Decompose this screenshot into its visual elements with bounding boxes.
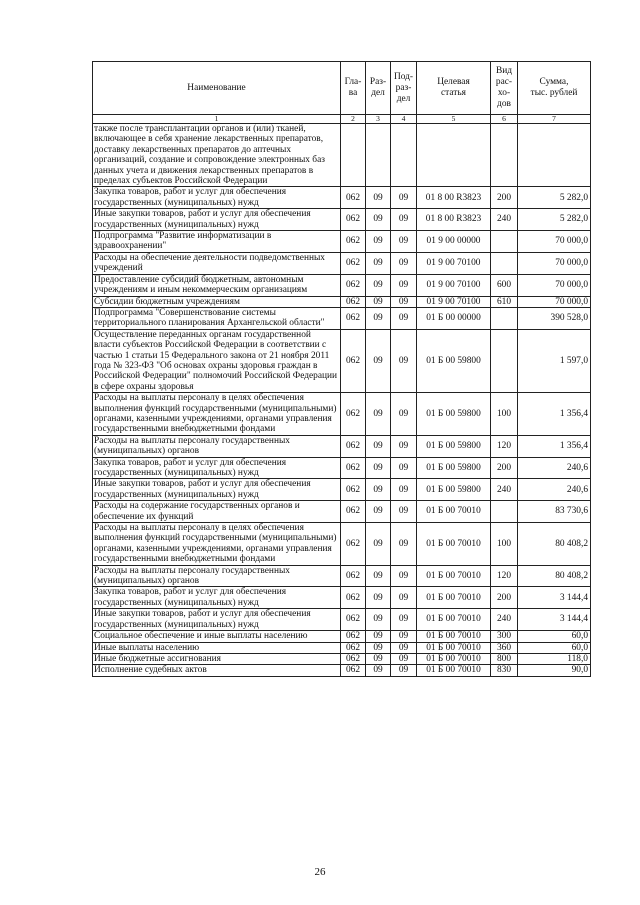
cell-name: Иные бюджетные ассигнования — [93, 653, 341, 664]
cell-razdel — [366, 124, 391, 187]
cell-razdel: 09 — [366, 501, 391, 523]
cell-podrazdel: 09 — [391, 187, 417, 209]
cell-podrazdel: 09 — [391, 587, 417, 609]
cell-summa: 70 000,0 — [518, 252, 591, 274]
table-row — [93, 187, 591, 209]
cell-glava: 062 — [341, 642, 366, 653]
cell-podrazdel: 09 — [391, 329, 417, 392]
cell-glava: 062 — [341, 523, 366, 566]
cell-podrazdel: 09 — [391, 565, 417, 587]
cell-vid — [491, 307, 518, 329]
cell-podrazdel: 09 — [391, 209, 417, 231]
table-row — [93, 124, 591, 187]
table-row — [93, 435, 591, 457]
cell-summa: 1 356,4 — [518, 435, 591, 457]
cell-statya: 01 9 00 70100 — [417, 252, 491, 274]
cell-razdel: 09 — [366, 329, 391, 392]
cell-glava: 062 — [341, 274, 366, 296]
cell-summa — [518, 124, 591, 187]
table-row — [93, 252, 591, 274]
cell-razdel: 09 — [366, 565, 391, 587]
cell-statya: 01 9 00 70100 — [417, 296, 491, 307]
cell-summa: 5 282,0 — [518, 209, 591, 231]
cell-podrazdel: 09 — [391, 501, 417, 523]
cell-vid — [491, 231, 518, 253]
cell-name: Исполнение судебных актов — [93, 665, 341, 676]
cell-razdel: 09 — [366, 296, 391, 307]
cell-razdel: 09 — [366, 231, 391, 253]
cell-vid: 100 — [491, 393, 518, 436]
cell-statya: 01 Б 00 70010 — [417, 523, 491, 566]
column-number: 4 — [391, 115, 417, 124]
cell-glava: 062 — [341, 329, 366, 392]
cell-summa: 70 000,0 — [518, 231, 591, 253]
cell-name: Иные закупки товаров, работ и услуг для обеспечения государственных (муниципальных) нужд — [93, 609, 341, 631]
cell-statya — [417, 124, 491, 187]
table-row — [93, 231, 591, 253]
cell-razdel: 09 — [366, 393, 391, 436]
cell-name: Расходы на обеспечение деятельности подведомственных учреждений — [93, 252, 341, 274]
cell-statya: 01 8 00 R3823 — [417, 187, 491, 209]
cell-summa: 83 730,6 — [518, 501, 591, 523]
cell-razdel: 09 — [366, 274, 391, 296]
cell-summa: 1 597,0 — [518, 329, 591, 392]
cell-glava: 062 — [341, 665, 366, 676]
cell-glava: 062 — [341, 631, 366, 642]
cell-vid: 240 — [491, 609, 518, 631]
cell-vid: 610 — [491, 296, 518, 307]
cell-podrazdel: 09 — [391, 393, 417, 436]
cell-glava: 062 — [341, 587, 366, 609]
header-summa: Сумма, тыс. рублей — [518, 62, 591, 115]
cell-razdel: 09 — [366, 209, 391, 231]
cell-vid: 800 — [491, 653, 518, 664]
table-row — [93, 631, 591, 642]
cell-statya: 01 9 00 00000 — [417, 231, 491, 253]
table-row — [93, 523, 591, 566]
cell-vid: 200 — [491, 457, 518, 479]
cell-vid — [491, 252, 518, 274]
column-number: 6 — [491, 115, 518, 124]
cell-summa: 80 408,2 — [518, 523, 591, 566]
cell-name: Субсидии бюджетным учреждениям — [93, 296, 341, 307]
cell-razdel: 09 — [366, 642, 391, 653]
cell-glava: 062 — [341, 565, 366, 587]
cell-glava — [341, 124, 366, 187]
cell-vid: 830 — [491, 665, 518, 676]
cell-summa: 70 000,0 — [518, 274, 591, 296]
cell-vid: 240 — [491, 209, 518, 231]
cell-name: Иные выплаты населению — [93, 642, 341, 653]
table-row — [93, 274, 591, 296]
table-row — [93, 329, 591, 392]
cell-podrazdel: 09 — [391, 296, 417, 307]
cell-vid: 100 — [491, 523, 518, 566]
cell-statya: 01 Б 00 59800 — [417, 457, 491, 479]
cell-podrazdel: 09 — [391, 631, 417, 642]
cell-name: Предоставление субсидий бюджетным, автономным учреждениям и иным некоммерческим организациям — [93, 274, 341, 296]
cell-vid: 360 — [491, 642, 518, 653]
cell-summa: 3 144,4 — [518, 609, 591, 631]
cell-glava: 062 — [341, 252, 366, 274]
cell-name: Подпрограмма "Развитие информатизации в здравоохранении" — [93, 231, 341, 253]
cell-statya: 01 Б 00 59800 — [417, 479, 491, 501]
column-number: 3 — [366, 115, 391, 124]
table-row — [93, 209, 591, 231]
cell-statya: 01 Б 00 70010 — [417, 665, 491, 676]
cell-vid: 120 — [491, 565, 518, 587]
cell-podrazdel: 09 — [391, 523, 417, 566]
table-row — [93, 642, 591, 653]
cell-statya: 01 9 00 70100 — [417, 274, 491, 296]
cell-razdel: 09 — [366, 435, 391, 457]
cell-name: Подпрограмма "Совершенствование системы территориального планирования Архангельской области" — [93, 307, 341, 329]
cell-razdel: 09 — [366, 665, 391, 676]
table-row — [93, 653, 591, 664]
table-row — [93, 501, 591, 523]
cell-razdel: 09 — [366, 307, 391, 329]
cell-statya: 01 Б 00 70010 — [417, 609, 491, 631]
cell-summa: 60,0 — [518, 631, 591, 642]
cell-name: Расходы на выплаты персоналу в целях обеспечения выполнения функций государственными (муниципальными) органами, казенными учреждениями, органами управления государственными внебюджетными фондами — [93, 393, 341, 436]
cell-podrazdel: 09 — [391, 307, 417, 329]
cell-glava: 062 — [341, 231, 366, 253]
cell-name: Осуществление переданных органам государственной власти субъектов Российской Федерации в соответствии с частью 1 статьи 15 Федерального закона от 21 ноября 2011 года № 323-ФЗ "Об основах охраны здоровья граждан в Российской Федерации" полномочий Российской Федерации в сфере охраны здоровья — [93, 329, 341, 392]
cell-summa: 1 356,4 — [518, 393, 591, 436]
cell-podrazdel: 09 — [391, 665, 417, 676]
cell-vid: 200 — [491, 187, 518, 209]
cell-name: Социальное обеспечение и иные выплаты населению — [93, 631, 341, 642]
cell-statya: 01 Б 00 59800 — [417, 435, 491, 457]
cell-name: Закупка товаров, работ и услуг для обеспечения государственных (муниципальных) нужд — [93, 187, 341, 209]
cell-statya: 01 8 00 R3823 — [417, 209, 491, 231]
cell-name: Расходы на выплаты персоналу государственных (муниципальных) органов — [93, 565, 341, 587]
table-row — [93, 609, 591, 631]
cell-podrazdel: 09 — [391, 642, 417, 653]
cell-razdel: 09 — [366, 479, 391, 501]
cell-name: Расходы на содержание государственных органов и обеспечение их функций — [93, 501, 341, 523]
cell-glava: 062 — [341, 457, 366, 479]
table-row — [93, 457, 591, 479]
cell-razdel: 09 — [366, 631, 391, 642]
column-number: 7 — [518, 115, 591, 124]
table-row — [93, 393, 591, 436]
cell-statya: 01 Б 00 70010 — [417, 642, 491, 653]
cell-razdel: 09 — [366, 609, 391, 631]
cell-podrazdel: 09 — [391, 252, 417, 274]
column-number: 1 — [93, 115, 341, 124]
cell-podrazdel: 09 — [391, 609, 417, 631]
cell-vid: 200 — [491, 587, 518, 609]
cell-vid: 600 — [491, 274, 518, 296]
cell-summa: 5 282,0 — [518, 187, 591, 209]
cell-summa: 3 144,4 — [518, 587, 591, 609]
cell-vid: 120 — [491, 435, 518, 457]
page-number: 26 — [314, 866, 326, 878]
cell-name: Расходы на выплаты персоналу в целях обеспечения выполнения функций государственными (муниципальными) органами, казенными учреждениями, органами управления государственными внебюджетными фондами — [93, 523, 341, 566]
header-podrazdel: Под- раз- дел — [391, 62, 417, 115]
cell-name: также после трансплантации органов и (или) тканей, включающее в себя хранение лекарственных препаратов, доставку лекарственных препаратов до аптечных организаций, создание и сопровождение электронных баз данных учета и движения лекарственных препаратов в пределах субъектов Российской Федерации — [93, 124, 341, 187]
cell-glava: 062 — [341, 653, 366, 664]
column-number: 2 — [341, 115, 366, 124]
table-row — [93, 665, 591, 676]
cell-podrazdel: 09 — [391, 479, 417, 501]
cell-glava: 062 — [341, 187, 366, 209]
cell-podrazdel: 09 — [391, 653, 417, 664]
table-row — [93, 307, 591, 329]
header-name: Наименование — [93, 62, 341, 115]
cell-glava: 062 — [341, 209, 366, 231]
table-row — [93, 587, 591, 609]
header-statya: Целевая статья — [417, 62, 491, 115]
column-numbers-row — [93, 115, 591, 124]
cell-summa: 240,6 — [518, 479, 591, 501]
cell-podrazdel: 09 — [391, 435, 417, 457]
cell-glava: 062 — [341, 307, 366, 329]
cell-summa: 60,0 — [518, 642, 591, 653]
cell-razdel: 09 — [366, 252, 391, 274]
cell-name: Иные закупки товаров, работ и услуг для обеспечения государственных (муниципальных) нужд — [93, 479, 341, 501]
cell-statya: 01 Б 00 00000 — [417, 307, 491, 329]
cell-name: Закупка товаров, работ и услуг для обеспечения государственных (муниципальных) нужд — [93, 587, 341, 609]
budget-table — [92, 61, 591, 677]
header-razdel: Раз- дел — [366, 62, 391, 115]
cell-glava: 062 — [341, 435, 366, 457]
cell-name: Иные закупки товаров, работ и услуг для обеспечения государственных (муниципальных) нужд — [93, 209, 341, 231]
cell-summa: 240,6 — [518, 457, 591, 479]
cell-summa: 118,0 — [518, 653, 591, 664]
table-header — [93, 62, 591, 124]
cell-name: Расходы на выплаты персоналу государственных (муниципальных) органов — [93, 435, 341, 457]
column-number: 5 — [417, 115, 491, 124]
cell-name: Закупка товаров, работ и услуг для обеспечения государственных (муниципальных) нужд — [93, 457, 341, 479]
cell-statya: 01 Б 00 70010 — [417, 631, 491, 642]
cell-vid: 240 — [491, 479, 518, 501]
cell-podrazdel: 09 — [391, 231, 417, 253]
table-row — [93, 296, 591, 307]
table-body — [93, 124, 591, 677]
cell-razdel: 09 — [366, 587, 391, 609]
cell-glava: 062 — [341, 393, 366, 436]
cell-summa: 390 528,0 — [518, 307, 591, 329]
cell-glava: 062 — [341, 609, 366, 631]
cell-razdel: 09 — [366, 457, 391, 479]
header-vid: Вид рас- хо- дов — [491, 62, 518, 115]
cell-summa: 90,0 — [518, 665, 591, 676]
cell-vid — [491, 501, 518, 523]
table-row — [93, 565, 591, 587]
cell-glava: 062 — [341, 501, 366, 523]
cell-razdel: 09 — [366, 653, 391, 664]
cell-podrazdel — [391, 124, 417, 187]
cell-statya: 01 Б 00 70010 — [417, 653, 491, 664]
cell-statya: 01 Б 00 70010 — [417, 587, 491, 609]
cell-podrazdel: 09 — [391, 457, 417, 479]
cell-statya: 01 Б 00 70010 — [417, 565, 491, 587]
cell-statya: 01 Б 00 59800 — [417, 329, 491, 392]
cell-summa: 70 000,0 — [518, 296, 591, 307]
cell-razdel: 09 — [366, 523, 391, 566]
table-row — [93, 479, 591, 501]
cell-summa: 80 408,2 — [518, 565, 591, 587]
header-glava: Гла- ва — [341, 62, 366, 115]
cell-statya: 01 Б 00 70010 — [417, 501, 491, 523]
cell-vid — [491, 124, 518, 187]
cell-statya: 01 Б 00 59800 — [417, 393, 491, 436]
cell-glava: 062 — [341, 479, 366, 501]
cell-vid — [491, 329, 518, 392]
cell-podrazdel: 09 — [391, 274, 417, 296]
cell-vid: 300 — [491, 631, 518, 642]
cell-razdel: 09 — [366, 187, 391, 209]
cell-glava: 062 — [341, 296, 366, 307]
